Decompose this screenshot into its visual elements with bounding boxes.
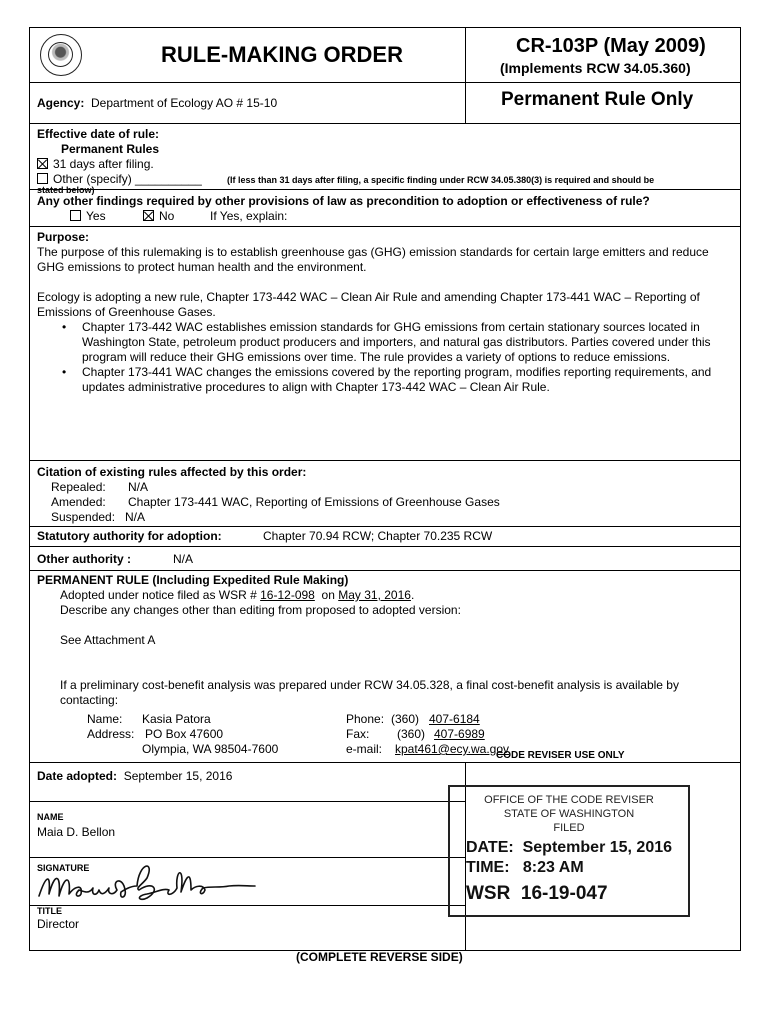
- date-adopted-value: September 15, 2016: [123, 769, 233, 783]
- other-authority-section: [30, 547, 740, 571]
- contact-phone: 407-6184: [429, 712, 480, 726]
- checked-checkbox-icon[interactable]: [143, 210, 154, 221]
- stamp-filed: FILED: [553, 822, 585, 834]
- handwritten-signature: [35, 850, 260, 908]
- effective-date-label: Effective date of rule:: [37, 127, 160, 141]
- rule-type: Permanent Rule Only: [501, 89, 694, 110]
- contact-name-label: Name:: [87, 712, 123, 726]
- list-item: • Chapter 173-441 WAC changes the emissions covered by the reporting program, modifies reporting requirements, and updates administrative procedures to align with Chapter 173-442 WAC – Clean Air Rule.: [62, 365, 712, 394]
- signer-name: Maia D. Bellon: [37, 825, 116, 839]
- form-title: RULE-MAKING ORDER: [161, 42, 403, 67]
- title-section: [30, 906, 465, 951]
- stamp-date: September 15, 2016: [522, 839, 673, 856]
- purpose-paragraph-2: Ecology is adopting a new rule, Chapter 173-442 WAC – Clean Air Rule and amending Chapter 173-441 WAC – Reporting of Emissions of Greenhouse Gases.: [37, 290, 700, 319]
- stamp-time: 8:23 AM: [522, 859, 584, 876]
- option-other[interactable]: Other (specify) __________: [37, 172, 202, 186]
- checkbox-icon[interactable]: [37, 173, 48, 184]
- stamp-date-label: DATE:: [466, 839, 514, 856]
- findings-yes[interactable]: Yes: [70, 209, 106, 223]
- code-reviser-label: CODE REVISER USE ONLY: [496, 750, 625, 761]
- contact-email-label: e-mail:: [346, 742, 383, 756]
- suspended-label: Suspended:: [51, 510, 116, 524]
- findings-section: [30, 190, 740, 227]
- amended-label: Amended:: [51, 495, 106, 509]
- agency-label: Agency:: [37, 96, 85, 110]
- citation-section: [30, 461, 740, 527]
- footer-note: (COMPLETE REVERSE SIDE): [296, 950, 463, 964]
- signature-label: SIGNATURE: [37, 863, 90, 873]
- stamp-time-label: TIME:: [466, 859, 510, 876]
- implements-rcw: (Implements RCW 34.05.360): [500, 60, 691, 76]
- list-item: • Chapter 173-442 WAC establishes emission standards for GHG emissions from certain stationary sources located in Washington State, petroleum product producers and importers, and natural gas distributors. Parties covered under this program will reduce their GHG emissions over time. The rule provides a variety of options to reduce emissions.: [62, 320, 711, 364]
- stamp-wsr-number: 16-19-047: [520, 883, 608, 904]
- checked-checkbox-icon[interactable]: [37, 158, 48, 169]
- agency-row: [30, 83, 740, 124]
- rule-making-order-form: [29, 27, 741, 951]
- contact-fax-label: Fax:: [346, 727, 370, 741]
- see-attachment: See Attachment A: [60, 633, 156, 647]
- statutory-label: Statutory authority for adoption:: [37, 529, 222, 543]
- notice-wsr-number: 16-12-098: [260, 588, 315, 602]
- agency: [37, 96, 277, 110]
- other-authority-value: N/A: [173, 552, 194, 566]
- purpose-paragraph-1: The purpose of this rulemaking is to establish greenhouse gas (GHG) emission standards for certain large emitters and reduce GHG emissions to protect human health and the environment.: [37, 245, 709, 274]
- purpose-label: Purpose:: [37, 230, 90, 244]
- statutory-section: [30, 527, 740, 547]
- effective-date-section: [30, 124, 740, 195]
- repealed-label: Repealed:: [51, 480, 106, 494]
- checkbox-icon[interactable]: [70, 210, 81, 221]
- contact-phone-area: (360): [391, 712, 420, 726]
- purpose-section: [30, 227, 740, 461]
- citation-label: Citation of existing rules affected by this order:: [37, 465, 307, 479]
- other-authority-label: Other authority :: [37, 552, 132, 566]
- code-reviser-filed-stamp: [448, 785, 690, 917]
- adopted-notice-line: Adopted under notice filed as WSR # 16-12-098 on May 31, 2016.: [60, 588, 415, 602]
- title-label: TITLE: [37, 906, 62, 916]
- permanent-rule-label: PERMANENT RULE (Including Expedited Rule Making): [37, 573, 349, 587]
- effective-note: (If less than 31 days after filing, a specific finding under RCW 34.05.380(3) is required and should be: [227, 175, 655, 185]
- form-id: CR-103P (May 2009): [516, 35, 706, 57]
- contact-address-label: Address:: [87, 727, 135, 741]
- findings-no[interactable]: No: [143, 209, 174, 223]
- washington-state-seal-icon: [40, 34, 82, 76]
- contact-email[interactable]: kpat461@ecy.wa.gov: [395, 742, 510, 756]
- stamp-office: OFFICE OF THE CODE REVISER: [484, 794, 654, 806]
- findings-question: Any other findings required by other provisions of law as precondition to adoption or effectiveness of rule?: [37, 194, 650, 208]
- date-adopted-section: [30, 763, 465, 802]
- contact-fax-area: (360): [397, 727, 426, 741]
- findings-explain: If Yes, explain:: [210, 209, 288, 223]
- permanent-rule-section: [30, 571, 740, 763]
- contact-address-2: Olympia, WA 98504-7600: [142, 742, 279, 756]
- notice-date: May 31, 2016: [338, 588, 411, 602]
- contact-phone-label: Phone:: [346, 712, 385, 726]
- stamp-wsr-label: WSR: [466, 883, 511, 904]
- contact-name: Kasia Patora: [142, 712, 211, 726]
- cost-benefit-text: If a preliminary cost-benefit analysis was prepared under RCW 34.05.328, a final cost-benefit analysis is available by contacting:: [60, 678, 679, 707]
- agency-value: Department of Ecology AO # 15-10: [91, 96, 278, 110]
- permanent-rules-label: Permanent Rules: [61, 142, 160, 156]
- date-adopted-label: Date adopted:: [37, 769, 118, 783]
- effective-note-cont: stated below): [37, 185, 95, 195]
- statutory-value: Chapter 70.94 RCW; Chapter 70.235 RCW: [263, 529, 493, 543]
- signer-title: Director: [37, 917, 80, 931]
- contact-address-1: PO Box 47600: [145, 727, 224, 741]
- stamp-state: STATE OF WASHINGTON: [503, 808, 635, 820]
- describe-changes-prompt: Describe any changes other than editing from proposed to adopted version:: [60, 603, 461, 617]
- repealed-value: N/A: [128, 480, 149, 494]
- suspended-value: N/A: [125, 510, 146, 524]
- header-row: [30, 28, 740, 83]
- amended-value: Chapter 173-441 WAC, Reporting of Emissions of Greenhouse Gases: [128, 495, 500, 509]
- option-31-days[interactable]: 31 days after filing.: [37, 157, 154, 171]
- contact-fax: 407-6989: [434, 727, 485, 741]
- name-label: NAME: [37, 812, 64, 822]
